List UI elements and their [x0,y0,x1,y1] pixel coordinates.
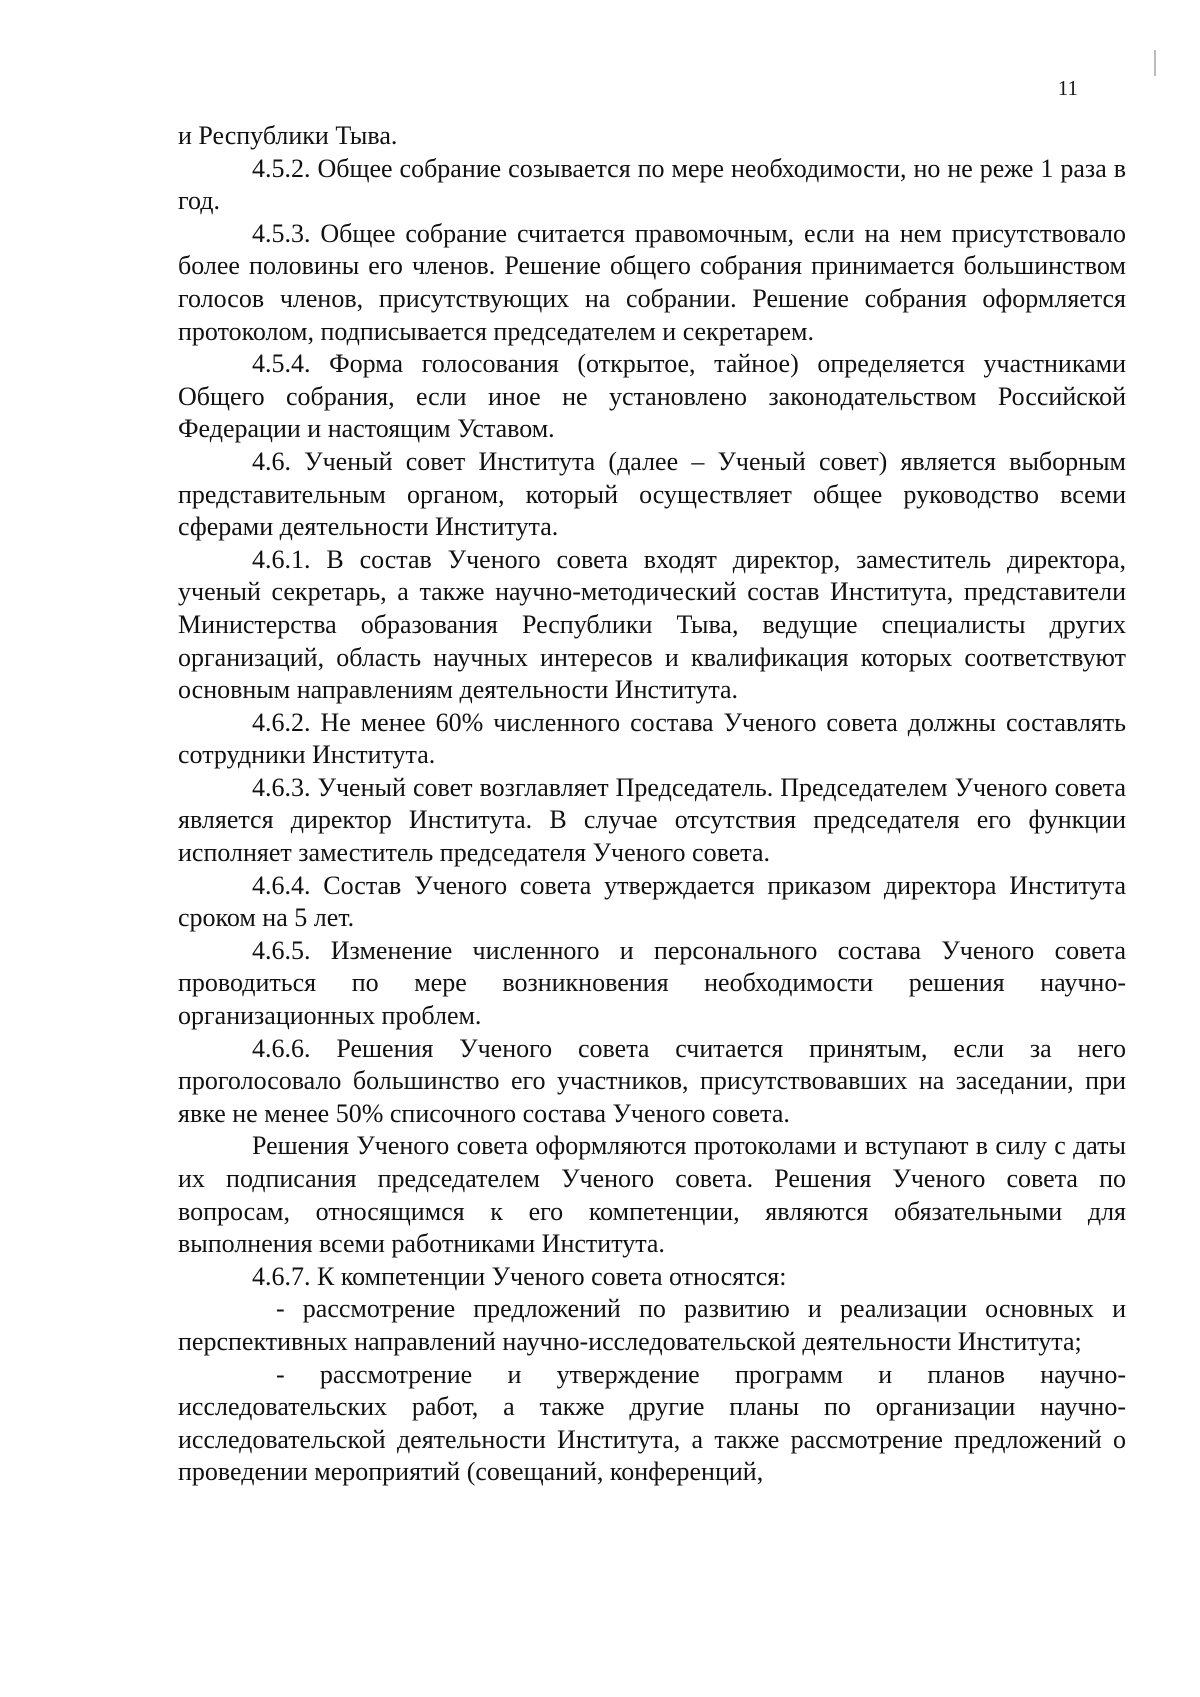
list-item: - рассмотрение предложений по развитию и реализации основных и перспективных направлений научно-исследовательской деятельности Института; [178,1294,1126,1356]
paragraph: 4.6.4. Состав Ученого совета утверждается приказом директора Института сроком на 5 лет. [178,870,1126,933]
list-item: - рассмотрение и утверждение программ и планов научно-исследовательских работ, а также другие планы по организации научно-исследовательской деятельности Института, а также рассмотрение предложений о проведении мероприятий (совещаний, конференций, [178,1359,1126,1487]
paragraph: 4.6. Ученый совет Института (далее – Ученый совет) является выборным представительным органом, который осуществляет общее руководство всеми сферами деятельности Института. [178,446,1126,542]
paragraph: Решения Ученого совета оформляются протоколами и вступают в силу с даты их подписания председателем Ученого совета. Решения Ученого совета по вопросам, относящимся к его компетенции, являются обязательными для выполнения всеми работниками Института. [178,1131,1126,1259]
paragraph: 4.5.4. Форма голосования (открытое, тайное) определяется участниками Общего собрания, если иное не установлено законодательством Российской Федерации и настоящим Уставом. [178,349,1126,444]
paragraph: 4.5.3. Общее собрание считается правомочным, если на нем присутствовало более половины его членов. Решение общего собрания принимается большинством голосов членов, присутствующих на собрании. Решение собрания оформляется протоколом, подписывается председателем и секретарем. [178,218,1126,346]
paragraph: 4.5.2. Общее собрание созывается по мере необходимости, но не реже 1 раза в год. [178,153,1126,216]
scan-margin-mark [1154,50,1156,76]
paragraph: и Республики Тыва. [178,121,398,150]
paragraph: 4.6.1. В состав Ученого совета входят директор, заместитель директора, ученый секретарь, а также научно-методический состав Института, представители Министерства образования Республики Тыва, ведущие специалисты других организаций, область научных интересов и квалификация которых соответствуют основным направлениям деятельности Института. [178,544,1126,705]
paragraph: 4.6.7. К компетенции Ученого совета относятся: [252,1261,787,1291]
document-body [178,120,1126,1489]
paragraph: 4.6.3. Ученый совет возглавляет Председатель. Председателем Ученого совета является директор Института. В случае отсутствия председателя его функции исполняет заместитель председателя Ученого совета. [178,772,1126,868]
paragraph: 4.6.5. Изменение численного и персонального состава Ученого совета проводиться по мере возникновения необходимости решения научно-организационных проблем. [178,935,1126,1031]
paragraph: 4.6.6. Решения Ученого совета считается принятым, если за него проголосовало большинство его участников, присутствовавших на заседании, при явке не менее 50% списочного состава Ученого совета. [178,1033,1126,1128]
page-number: 11 [1057,76,1078,100]
paragraph: 4.6.2. Не менее 60% численного состава Ученого совета должны составлять сотрудники Института. [178,707,1126,770]
